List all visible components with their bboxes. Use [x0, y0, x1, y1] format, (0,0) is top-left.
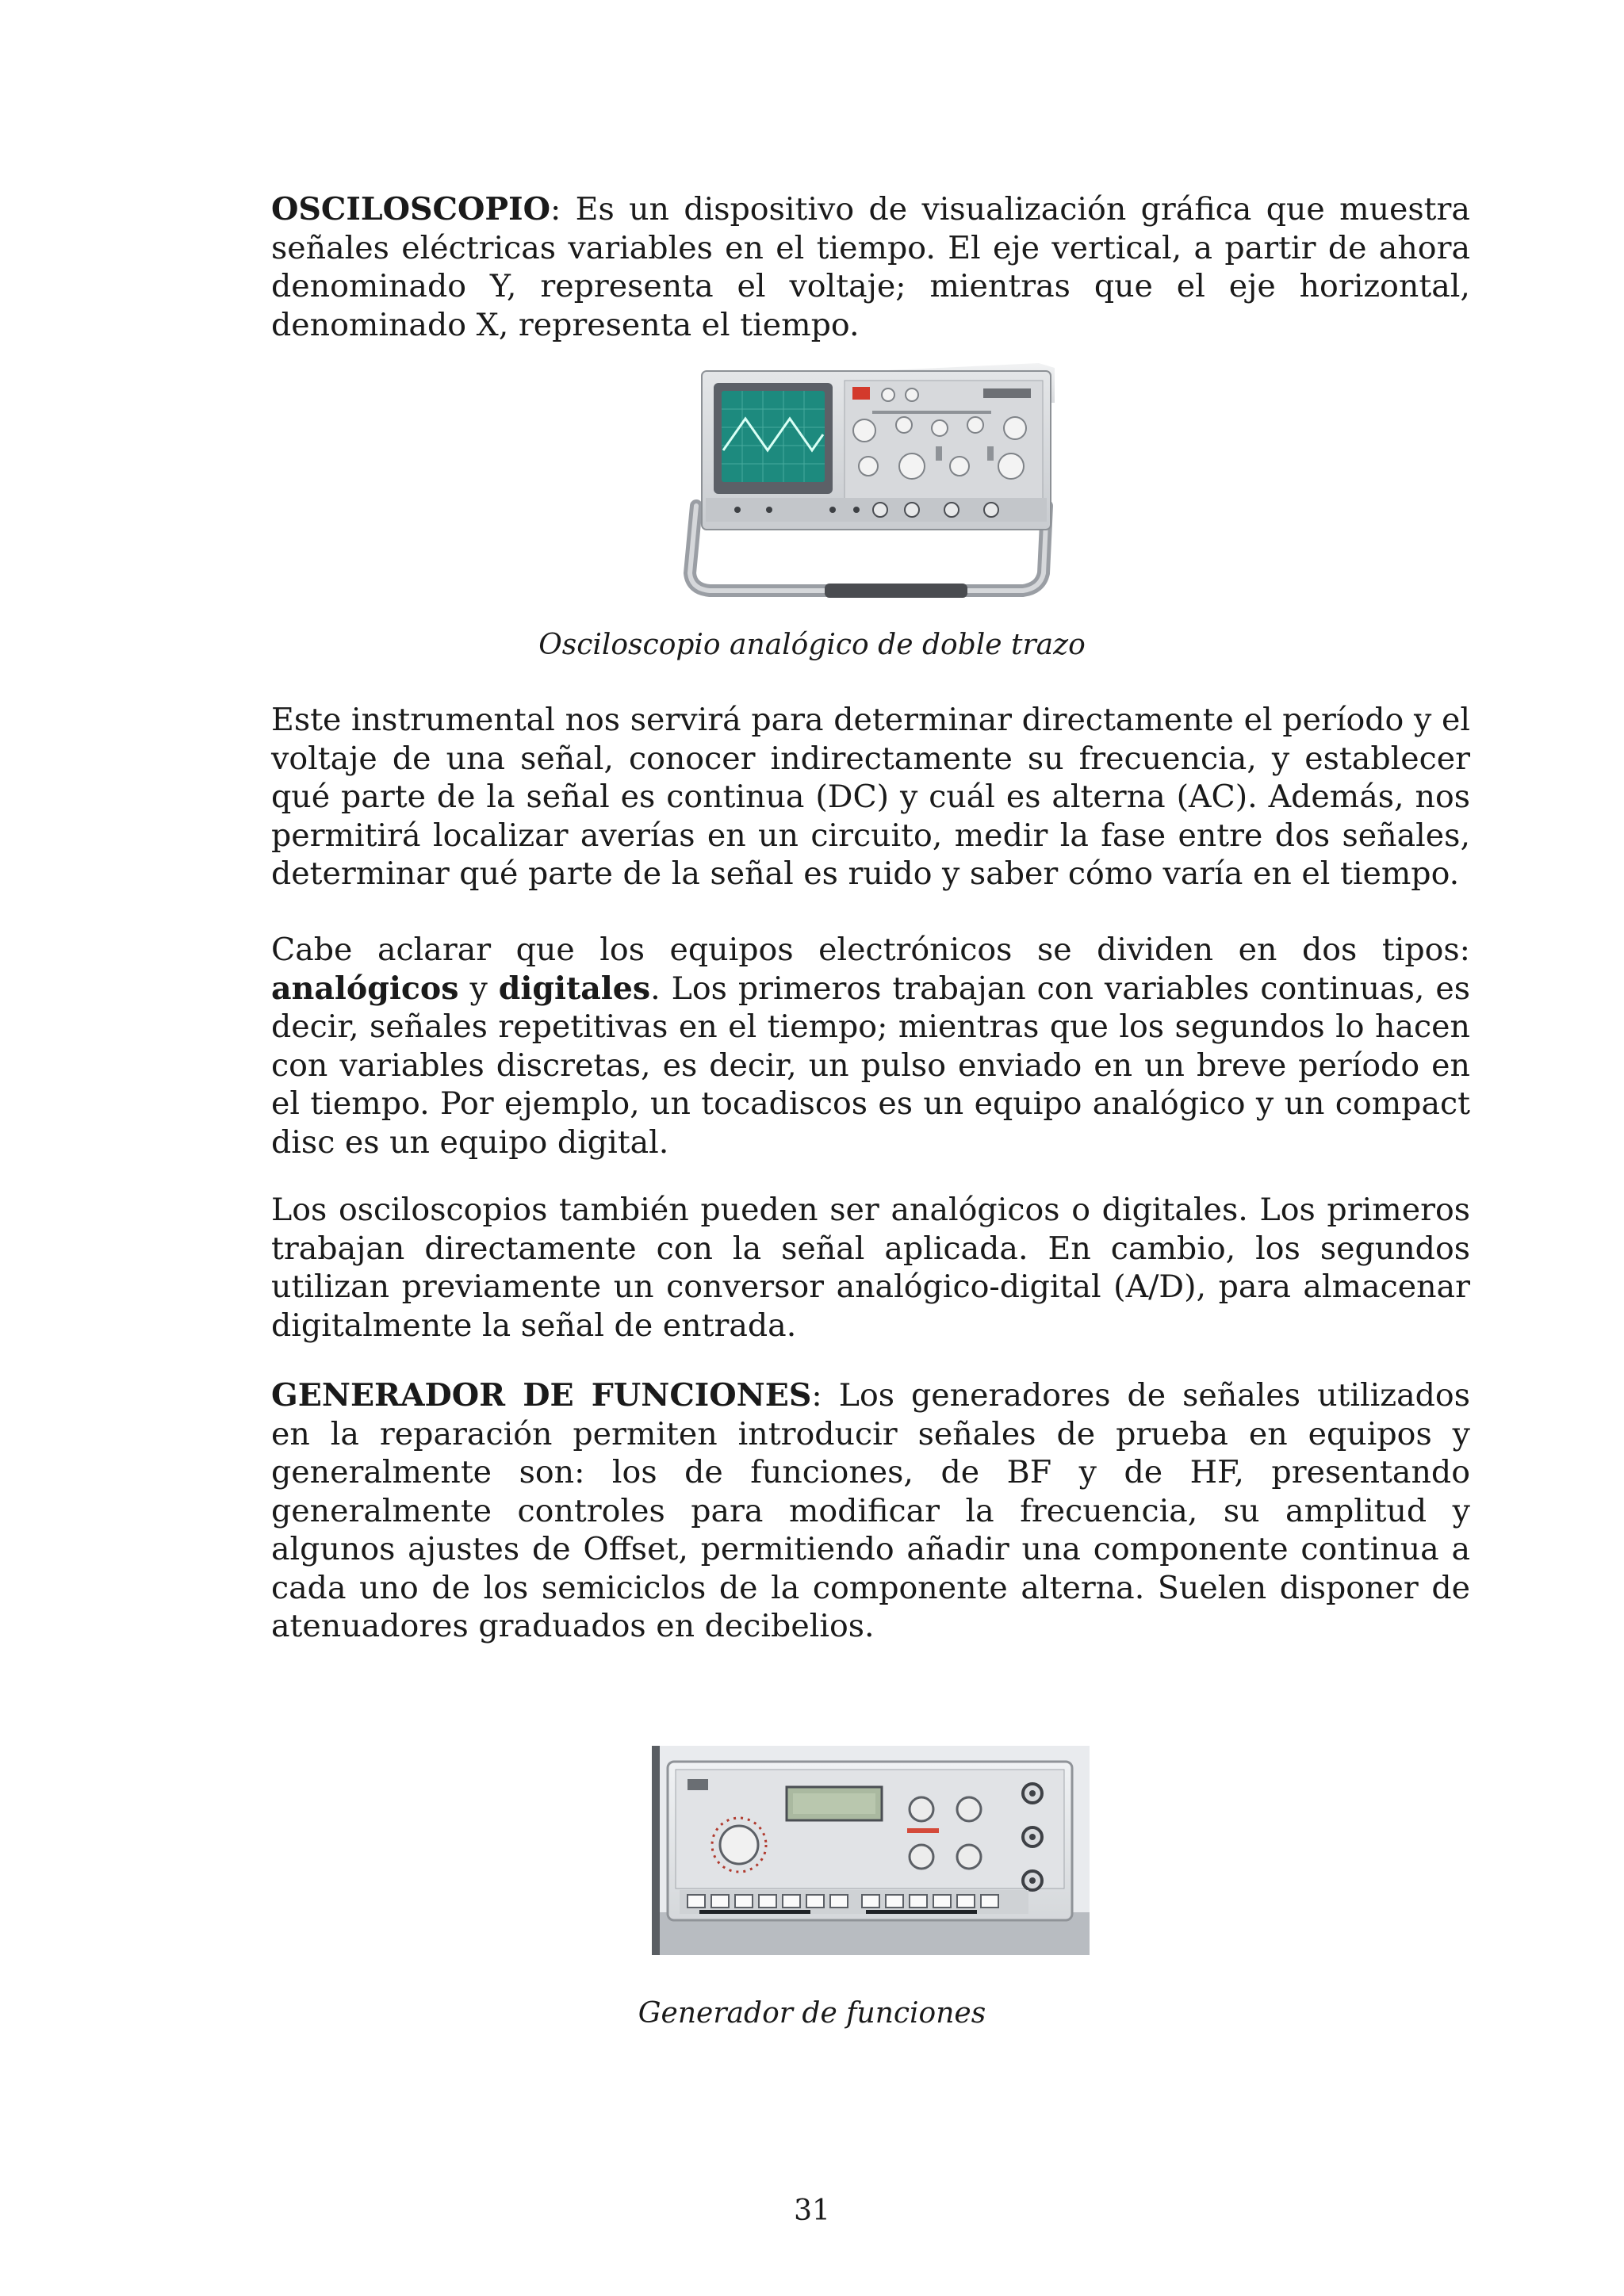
paragraph-text: . Los primeros trabajan con variables continuas, es decir, señales repetitivas en el tiempo; mientras que los segundos lo hacen con variables discretas, es decir, un pulso enviado en un breve período en el tiempo. Por ejemplo, un tocadiscos es un equipo analógico y un compact disc es un equipo digital. — [271, 970, 1470, 1161]
paragraph-text: : Los generadores de señales utilizados en la reparación permiten introducir señales de prueba en equipos y generalmente son: los de funciones, de BF y de HF, presentando generalmente controles para modificar la frecuencia, su amplitud y algunos ajustes de Offset, permitiendo añadir una componente continua a cada uno de los semiciclos de la componente alterna. Suelen disponer de atenuadores graduados en decibelios. — [271, 1377, 1470, 1644]
caption-function-generator: Generador de funciones — [638, 1997, 986, 2030]
caption-oscilloscope: Osciloscopio analógico de doble trazo — [538, 629, 1086, 661]
paragraph-text: Cabe aclarar que los equipos electrónicos se dividen en dos tipos: — [271, 932, 1470, 968]
page-number: 31 — [794, 2195, 830, 2227]
function-generator-image — [652, 1746, 1090, 1955]
term-function-generator: GENERADOR DE FUNCIONES — [271, 1377, 812, 1414]
term-digital: digitales — [498, 970, 651, 1007]
term-oscilloscope: OSCILOSCOPIO — [271, 191, 550, 228]
paragraph-analog-digital — [271, 931, 1470, 1161]
paragraph-text: : Es un dispositivo de visualización gráfica que muestra señales eléctricas variables en el tiempo. El eje vertical, a partir de ahora denominado Y, representa el voltaje; mientras que el eje horizontal, denominado X, representa el tiempo. — [271, 191, 1470, 343]
paragraph-function-generator — [271, 1376, 1470, 1646]
paragraph-instrument-uses: Este instrumental nos servirá para determinar directamente el período y el voltaje de una señal, conocer indirectamente su frecuencia, y establecer qué parte de la señal es continua (DC) y cuál es alterna (AC). Además, nos permitirá localizar averías en un circuito, medir la fase entre dos señales, determinar qué parte de la señal es ruido y saber cómo varía en el tiempo. — [271, 702, 1470, 892]
paragraph-oscilloscope-types: Los osciloscopios también pueden ser analógicos o digitales. Los primeros trabajan directamente con la señal aplicada. En cambio, los segundos utilizan previamente un conversor analógico-digital (A/D), para almacenar digitalmente la señal de entrada. — [271, 1192, 1470, 1344]
term-analog: analógicos — [271, 970, 459, 1007]
oscilloscope-image — [674, 355, 1071, 598]
paragraph-text: y — [458, 970, 499, 1007]
paragraph-oscilloscope — [271, 190, 1470, 344]
